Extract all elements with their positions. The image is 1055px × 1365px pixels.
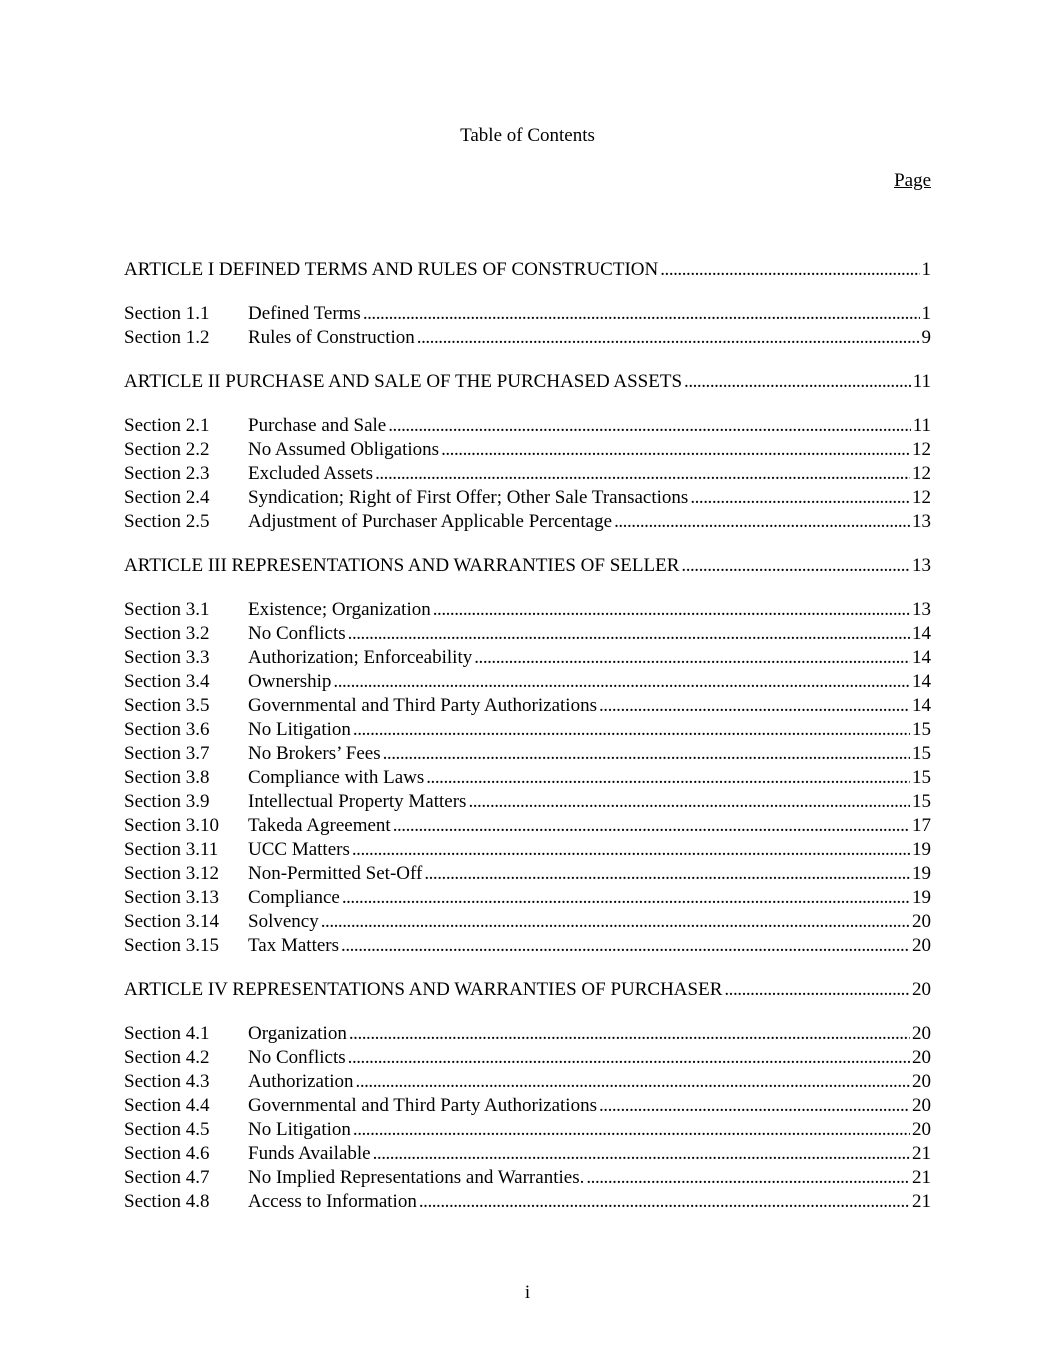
dot-leader [333,670,910,694]
section-title: Authorization; Enforceability [248,647,473,668]
dot-leader [660,258,919,282]
toc-section-entry[interactable] [124,326,931,350]
dot-leader [321,910,910,934]
section-group [124,302,931,350]
section-page-number: 21 [912,1143,931,1164]
dot-leader [599,694,910,718]
section-title: No Implied Representations and Warranties. [248,1167,585,1188]
section-number: Section 4.2 [124,1047,210,1068]
toc-section-entry[interactable] [124,1022,931,1046]
section-page-number: 19 [912,887,931,908]
section-group [124,598,931,958]
dot-leader [356,1070,910,1094]
section-page-number: 21 [912,1191,931,1212]
article-title: ARTICLE III REPRESENTATIONS AND WARRANTIES OF SELLER [124,555,680,576]
toc-section-entry[interactable] [124,1118,931,1142]
toc-section-entry[interactable] [124,814,931,838]
toc-section-entry[interactable] [124,766,931,790]
section-number: Section 3.6 [124,719,210,740]
dot-leader [690,486,910,510]
dot-leader [468,790,910,814]
dot-leader [681,554,910,578]
dot-leader [353,718,910,742]
table-of-contents [124,258,931,1234]
toc-section-entry[interactable] [124,510,931,534]
dot-leader [724,978,910,1002]
dot-leader [342,886,910,910]
dot-leader [349,1022,910,1046]
section-title: Adjustment of Purchaser Applicable Percentage [248,511,613,532]
dot-leader [426,766,910,790]
dot-leader [417,326,920,350]
dot-leader [393,814,910,838]
section-number: Section 3.5 [124,695,210,716]
section-title: Syndication; Right of First Offer; Other Sale Transactions [248,487,689,508]
dot-leader [341,934,910,958]
section-number: Section 3.7 [124,743,210,764]
article-page-number: 1 [921,259,931,280]
section-title: Compliance with Laws [248,767,425,788]
dot-leader [614,510,910,534]
page-column-heading: Page [894,170,931,191]
section-page-number: 20 [912,1071,931,1092]
toc-section-entry[interactable] [124,886,931,910]
section-number: Section 3.15 [124,935,219,956]
section-page-number: 11 [912,415,931,436]
section-number: Section 3.10 [124,815,219,836]
section-number: Section 3.9 [124,791,210,812]
section-page-number: 15 [912,791,931,812]
toc-section-entry[interactable] [124,1190,931,1214]
section-page-number: 12 [912,463,931,484]
section-number: Section 4.1 [124,1023,210,1044]
toc-section-entry[interactable] [124,486,931,510]
section-title: Rules of Construction [248,327,415,348]
article-page-number: 11 [912,371,931,392]
section-title: Governmental and Third Party Authorizations [248,695,597,716]
section-number: Section 4.4 [124,1095,210,1116]
toc-section-entry[interactable] [124,622,931,646]
section-page-number: 13 [912,599,931,620]
section-page-number: 19 [912,863,931,884]
dot-leader [375,462,910,486]
toc-section-entry[interactable] [124,1094,931,1118]
toc-section-entry[interactable] [124,1070,931,1094]
section-page-number: 15 [912,743,931,764]
section-page-number: 1 [921,303,931,324]
dot-leader [363,302,920,326]
section-title: Defined Terms [248,303,361,324]
section-number: Section 4.8 [124,1191,210,1212]
section-number: Section 3.14 [124,911,219,932]
toc-section-entry[interactable] [124,934,931,958]
dot-leader [352,838,910,862]
toc-section-entry[interactable] [124,694,931,718]
section-title: Authorization [248,1071,354,1092]
section-page-number: 20 [912,911,931,932]
section-title: Governmental and Third Party Authorizations [248,1095,597,1116]
toc-title: Table of Contents [460,125,595,146]
section-title: Takeda Agreement [248,815,391,836]
dot-leader [433,598,910,622]
section-page-number: 14 [912,695,931,716]
section-number: Section 4.3 [124,1071,210,1092]
toc-section-entry[interactable] [124,1046,931,1070]
section-page-number: 14 [912,671,931,692]
section-number: Section 3.13 [124,887,219,908]
section-title: Intellectual Property Matters [248,791,467,812]
dot-leader [353,1118,910,1142]
dot-leader [388,414,910,438]
section-page-number: 17 [912,815,931,836]
dot-leader [348,622,910,646]
toc-section-entry[interactable] [124,742,931,766]
section-page-number: 20 [912,1095,931,1116]
section-page-number: 12 [912,487,931,508]
section-number: Section 1.2 [124,327,210,348]
section-title: Purchase and Sale [248,415,387,436]
section-page-number: 9 [921,327,931,348]
section-number: Section 3.3 [124,647,210,668]
section-title: Ownership [248,671,332,692]
section-number: Section 2.4 [124,487,210,508]
toc-article-entry[interactable] [124,370,931,394]
section-number: Section 2.5 [124,511,210,532]
toc-section-entry[interactable] [124,438,931,462]
dot-leader [419,1190,910,1214]
footer-page-number: i [524,1282,531,1303]
section-title: Compliance [248,887,340,908]
section-title: No Conflicts [248,623,346,644]
section-number: Section 3.11 [124,839,219,860]
section-title: Solvency [248,911,319,932]
section-page-number: 15 [912,767,931,788]
section-number: Section 2.3 [124,463,210,484]
section-number: Section 3.1 [124,599,210,620]
article-page-number: 20 [912,979,931,1000]
dot-leader [424,862,910,886]
article-title: ARTICLE I DEFINED TERMS AND RULES OF CONSTRUCTION [124,259,659,280]
section-number: Section 3.4 [124,671,210,692]
section-group [124,1022,931,1214]
toc-article-entry[interactable] [124,258,931,282]
toc-section-entry[interactable] [124,414,931,438]
section-number: Section 4.6 [124,1143,210,1164]
section-page-number: 12 [912,439,931,460]
section-title: Access to Information [248,1191,417,1212]
toc-section-entry[interactable] [124,1142,931,1166]
section-title: Non-Permitted Set-Off [248,863,423,884]
toc-section-entry[interactable] [124,670,931,694]
toc-section-entry[interactable] [124,1166,931,1190]
section-title: No Conflicts [248,1047,346,1068]
section-number: Section 4.5 [124,1119,210,1140]
section-page-number: 19 [912,839,931,860]
dot-leader [474,646,910,670]
section-group [124,414,931,534]
toc-section-entry[interactable] [124,790,931,814]
section-number: Section 3.8 [124,767,210,788]
section-number: Section 4.7 [124,1167,210,1188]
toc-section-entry[interactable] [124,718,931,742]
section-page-number: 14 [912,647,931,668]
section-title: Organization [248,1023,347,1044]
toc-article-entry[interactable] [124,554,931,578]
section-title: Funds Available [248,1143,371,1164]
section-number: Section 2.2 [124,439,210,460]
dot-leader [373,1142,910,1166]
section-page-number: 20 [912,935,931,956]
section-page-number: 15 [912,719,931,740]
section-page-number: 20 [912,1047,931,1068]
section-page-number: 20 [912,1119,931,1140]
toc-section-entry[interactable] [124,862,931,886]
section-number: Section 1.1 [124,303,210,324]
toc-section-entry[interactable] [124,910,931,934]
section-page-number: 20 [912,1023,931,1044]
section-title: No Litigation [248,1119,351,1140]
section-title: No Litigation [248,719,351,740]
dot-leader [586,1166,910,1190]
toc-section-entry[interactable] [124,462,931,486]
dot-leader [684,370,911,394]
dot-leader [599,1094,910,1118]
article-title: ARTICLE IV REPRESENTATIONS AND WARRANTIES OF PURCHASER [124,979,723,1000]
toc-section-entry[interactable] [124,838,931,862]
article-page-number: 13 [912,555,931,576]
toc-section-entry[interactable] [124,646,931,670]
section-number: Section 3.12 [124,863,219,884]
section-page-number: 21 [912,1167,931,1188]
section-title: No Brokers’ Fees [248,743,381,764]
dot-leader [383,742,910,766]
section-title: No Assumed Obligations [248,439,440,460]
toc-article-entry[interactable] [124,978,931,1002]
article-title: ARTICLE II PURCHASE AND SALE OF THE PURCHASED ASSETS [124,371,683,392]
section-title: Excluded Assets [248,463,374,484]
toc-section-entry[interactable] [124,302,931,326]
section-page-number: 13 [912,511,931,532]
dot-leader [348,1046,910,1070]
section-title: Existence; Organization [248,599,431,620]
section-number: Section 3.2 [124,623,210,644]
section-page-number: 14 [912,623,931,644]
dot-leader [441,438,910,462]
section-number: Section 2.1 [124,415,210,436]
toc-section-entry[interactable] [124,598,931,622]
section-title: UCC Matters [248,839,350,860]
section-title: Tax Matters [248,935,340,956]
